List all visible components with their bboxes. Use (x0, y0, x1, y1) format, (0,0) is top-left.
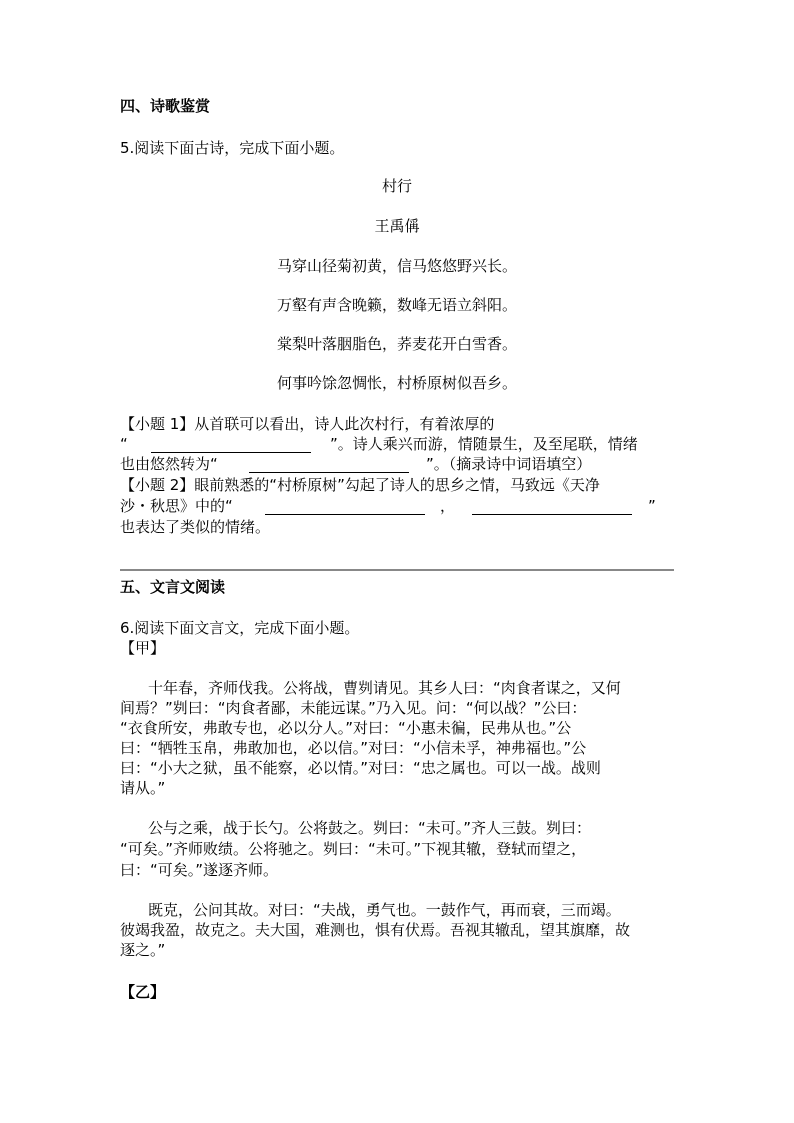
passage-jia-label: 【甲】 (120, 639, 166, 657)
answer-blank-1[interactable] (151, 452, 311, 453)
passage-para1-line-6: 请从。” (120, 779, 166, 797)
section-heading-classical: 五、文言文阅读 (120, 578, 226, 596)
poem-title: 村行 (381, 177, 412, 195)
sub-question-2-line-3: 也表达了类似的情绪。 (120, 518, 271, 536)
sub-question-1-line-3-end: ”。（摘录诗中词语填空） (426, 455, 592, 473)
sub-question-1-line-3-start: 也由悠然转为“ (120, 455, 218, 473)
passage-para3-line-3: 逐之。” (120, 941, 166, 959)
section-heading-poetry: 四、诗歌鉴赏 (120, 97, 211, 115)
passage-para1-line-1: 十年春，齐师伐我。公将战，曹刿请见。其乡人曰：“肉食者谋之，又何 (148, 679, 621, 697)
sub-question-1-line-1: 【小题 1】从首联可以看出，诗人此次村行，有着浓厚的 (120, 415, 495, 433)
passage-para3-line-2: 彼竭我盈，故克之。夫大国，难测也，惧有伏焉。吾视其辙乱，望其旗靡，故 (120, 921, 631, 939)
passage-yi-label: 【乙】 (120, 983, 166, 1001)
passage-para1-line-3: “衣食所安，弗敢专也，必以分人。”对曰：“小惠未徧，民弗从也。”公 (120, 719, 572, 737)
passage-para1-line-5: 曰：“小大之狱，虽不能察，必以情。”对曰：“忠之属也。可以一战。战则 (120, 759, 601, 777)
question-6-intro: 6.阅读下面文言文，完成下面小题。 (120, 619, 360, 637)
passage-para2-line-3: 曰：“可矣。”遂逐齐师。 (120, 861, 279, 879)
question-5-intro: 5.阅读下面古诗，完成下面小题。 (120, 139, 345, 157)
sub-question-2-close-quote: ” (648, 497, 656, 515)
poem-author: 王禹偁 (374, 217, 420, 235)
passage-para1-line-4: 曰：“牺牲玉帛，弗敢加也，必以信。”对曰：“小信未孚，神弗福也。”公 (120, 739, 587, 757)
passage-para3-line-1: 既克，公问其故。对曰：“夫战，勇气也。一鼓作气，再而衰，三而竭。 (148, 901, 621, 919)
answer-blank-4[interactable] (472, 514, 632, 515)
sub-question-2-comma: ， (440, 497, 456, 515)
passage-para2-line-2: “可矣。”齐师败绩。公将驰之。刿曰：“未可。”下视其辙，登轼而望之， (120, 840, 587, 858)
answer-blank-2[interactable] (249, 472, 409, 473)
answer-blank-3[interactable] (265, 514, 425, 515)
poem-line-2: 万壑有声含晚籁，数峰无语立斜阳。 (276, 296, 517, 314)
sub-question-2-line-1: 【小题 2】眼前熟悉的“村桥原树”勾起了诗人的思乡之情，马致远《天净 (120, 476, 600, 494)
passage-para2-line-1: 公与之乘，战于长勺。公将鼓之。刿曰：“未可。”齐人三鼓。刿曰： (148, 819, 592, 837)
poem-line-1: 马穿山径菊初黄，信马悠悠野兴长。 (276, 257, 517, 275)
poem-line-4: 何事吟馀忽惆怅，村桥原树似吾乡。 (276, 374, 517, 392)
poem-line-3: 棠梨叶落胭脂色，荞麦花开白雪香。 (276, 335, 517, 353)
passage-para1-line-2: 间焉？”刿曰：“肉食者鄙，未能远谋。”乃入见。问：“何以战？”公曰： (120, 699, 587, 717)
sub-question-1-open-quote: “ (120, 435, 128, 453)
section-divider (120, 569, 674, 571)
sub-question-1-line-2: ”。诗人乘兴而游，情随景生，及至尾联，情绪 (330, 435, 638, 453)
sub-question-2-line-2-start: 沙・秋思》中的“ (120, 497, 233, 515)
